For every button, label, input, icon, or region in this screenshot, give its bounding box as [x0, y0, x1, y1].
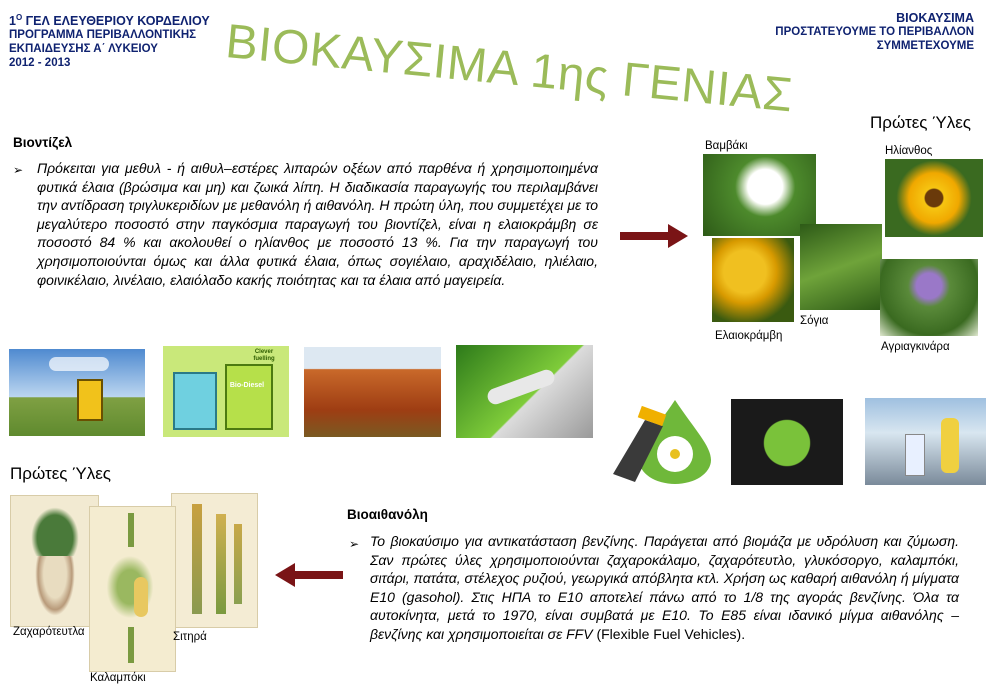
- topic-motto-2: ΣΥΜΜΕΤΕΧΟΥΜΕ: [876, 40, 974, 52]
- topic-title: ΒΙΟΚΑΥΣΙΜΑ: [896, 11, 974, 25]
- green-nozzle-photo: [456, 345, 593, 438]
- sorghum-field-photo: [304, 347, 441, 437]
- pump-sign-small: Clever fuelling: [253, 349, 275, 362]
- sunflower-label: Ηλίανθος: [885, 145, 933, 157]
- page-title: ΒΙΟΚΑΥΣΙΜΑ 1ης ΓΕΝΙΑΣ: [223, 15, 796, 123]
- bioethanol-text-main: Το βιοκαύσιμο για αντικατάσταση βενζίνης. Παράγεται από βιομάζα με υδρόλυση και ζύμωση. Σαν πρώτες ύλες χρησιμοποιούνται ζαχαροκάλαμο, ζαχαρότευτλο, γλυκόσοργο, καλαμπόκι, σιτάρι, πατάτα, στέλεχος ρυζιού, γεωργικά απόβλητα κτλ. Χρήση ως καθαρή αιθανόλη ή μίγματα Ε10 (gasohol). Στις ΗΠΑ το Ε10 αποτελεί πάνω από το 1/8 της αγοράς βενζίνης. Όλα τα αυτοκίνητα, μετά το 1970, είναι συμβατά με Ε10. Το Ε85 είναι ιδανικό μίγμα αιθανόλης – βενζίνης και χρησιμοποιείται σε FFV: [370, 533, 959, 642]
- corn-plate: [89, 506, 176, 672]
- soy-label: Σόγια: [800, 315, 829, 327]
- green-pump-silhouette: [731, 399, 843, 485]
- corn-label: Καλαμπόκι: [90, 672, 146, 684]
- soy-photo: [800, 224, 882, 310]
- pump-sign: Bio-Diesel: [229, 382, 265, 389]
- bioethanol-text: [370, 532, 959, 644]
- rapeseed-photo: [712, 238, 794, 322]
- program-line: ΠΡΟΓΡΑΜΜΑ ΠΕΡΙΒΑΛΛΟΝΤΙΚΗΣ: [9, 29, 197, 42]
- bullet-arrowhead-icon: ➢: [13, 163, 24, 177]
- raw-materials-heading-left: Πρώτες Ύλες: [10, 464, 112, 483]
- school-name: ΓΕΛ ΕΛΕΥΘΕΡΙΟΥ ΚΟΡΔΕΛΙΟΥ: [22, 14, 210, 29]
- artichoke-label: Αγριαγκινάρα: [881, 341, 950, 353]
- sunflower-photo: [885, 159, 983, 237]
- cotton-label: Βαμβάκι: [705, 140, 748, 152]
- school-ordinal: Ο: [15, 13, 23, 22]
- sugarbeet-label: Ζαχαρότευτλα: [13, 626, 85, 638]
- bioethanol-period: .: [741, 625, 746, 642]
- topic-motto-1: ΠΡΟΣΤΑΤΕΥΟΥΜΕ ΤΟ ΠΕΡΙΒΑΛΛΟΝ: [775, 26, 974, 38]
- arrow-left-icon: [273, 561, 345, 589]
- raw-materials-heading-right: Πρώτες Ύλες: [870, 113, 972, 132]
- biodiesel-pumps-photo: [163, 346, 289, 437]
- school-header: [9, 11, 210, 70]
- ethanol-plant-photo: [865, 398, 986, 485]
- bioethanol-ffv: (Flexible Fuel Vehicles): [596, 625, 742, 642]
- topic-header: [775, 11, 974, 53]
- arrow-right-icon: [618, 222, 690, 250]
- wheat-plate: [171, 493, 258, 628]
- wheat-label: Σιτηρά: [173, 631, 207, 643]
- bullet-arrowhead-icon: ➢: [349, 537, 360, 551]
- class-line: ΕΚΠΑΙΔΕΥΣΗΣ Α΄ ΛΥΚΕΙΟΥ: [9, 43, 158, 56]
- field-pump-photo: [9, 349, 145, 436]
- sugarbeet-plate: [10, 495, 99, 627]
- biodiesel-text: Πρόκειται για μεθυλ - ή αιθυλ–εστέρες λιπαρών οξέων από παρθένα ή χρησιμοποιημένα φυτικά έλαια (βρώσιμα και μη) και ζωικά λίπη. Η διαδικασία παραγωγής του περιλαμβάνει την αντίδραση τριγλυκεριδίων με μεθανόλη ή αιθανόλη. Η πρώτη ύλη, που συμμετέχει με το μεγαλύτερο ποσοστό στην παγκόσμια παραγωγή του βιοντίζελ, είναι η ελαιοκράμβη σε ποσοστό 84 % και ακολουθεί ο ηλίανθος με ποσοστό 13 %. Για την παραγωγή του χρησιμοποιούνται όμως και άλλα φυτικά έλαια, όπως σογιέλαιο, αραχιδέλαιο, ηλιέλαιο, φοινικέλαιο, λινέλαιο, ελαιόλαδο κακής ποιότητας και τα έλαια από μαγειρεία.: [37, 160, 598, 288]
- school-number: 1: [9, 14, 16, 29]
- artichoke-photo: [880, 259, 978, 336]
- green-drop-nozzle-icon: [605, 394, 715, 486]
- school-year: 2012 - 2013: [9, 57, 71, 70]
- biodiesel-heading: Βιοντίζελ: [13, 135, 73, 150]
- rapeseed-label: Ελαιοκράμβη: [715, 330, 783, 342]
- bioethanol-heading: Βιοαιθανόλη: [347, 507, 428, 522]
